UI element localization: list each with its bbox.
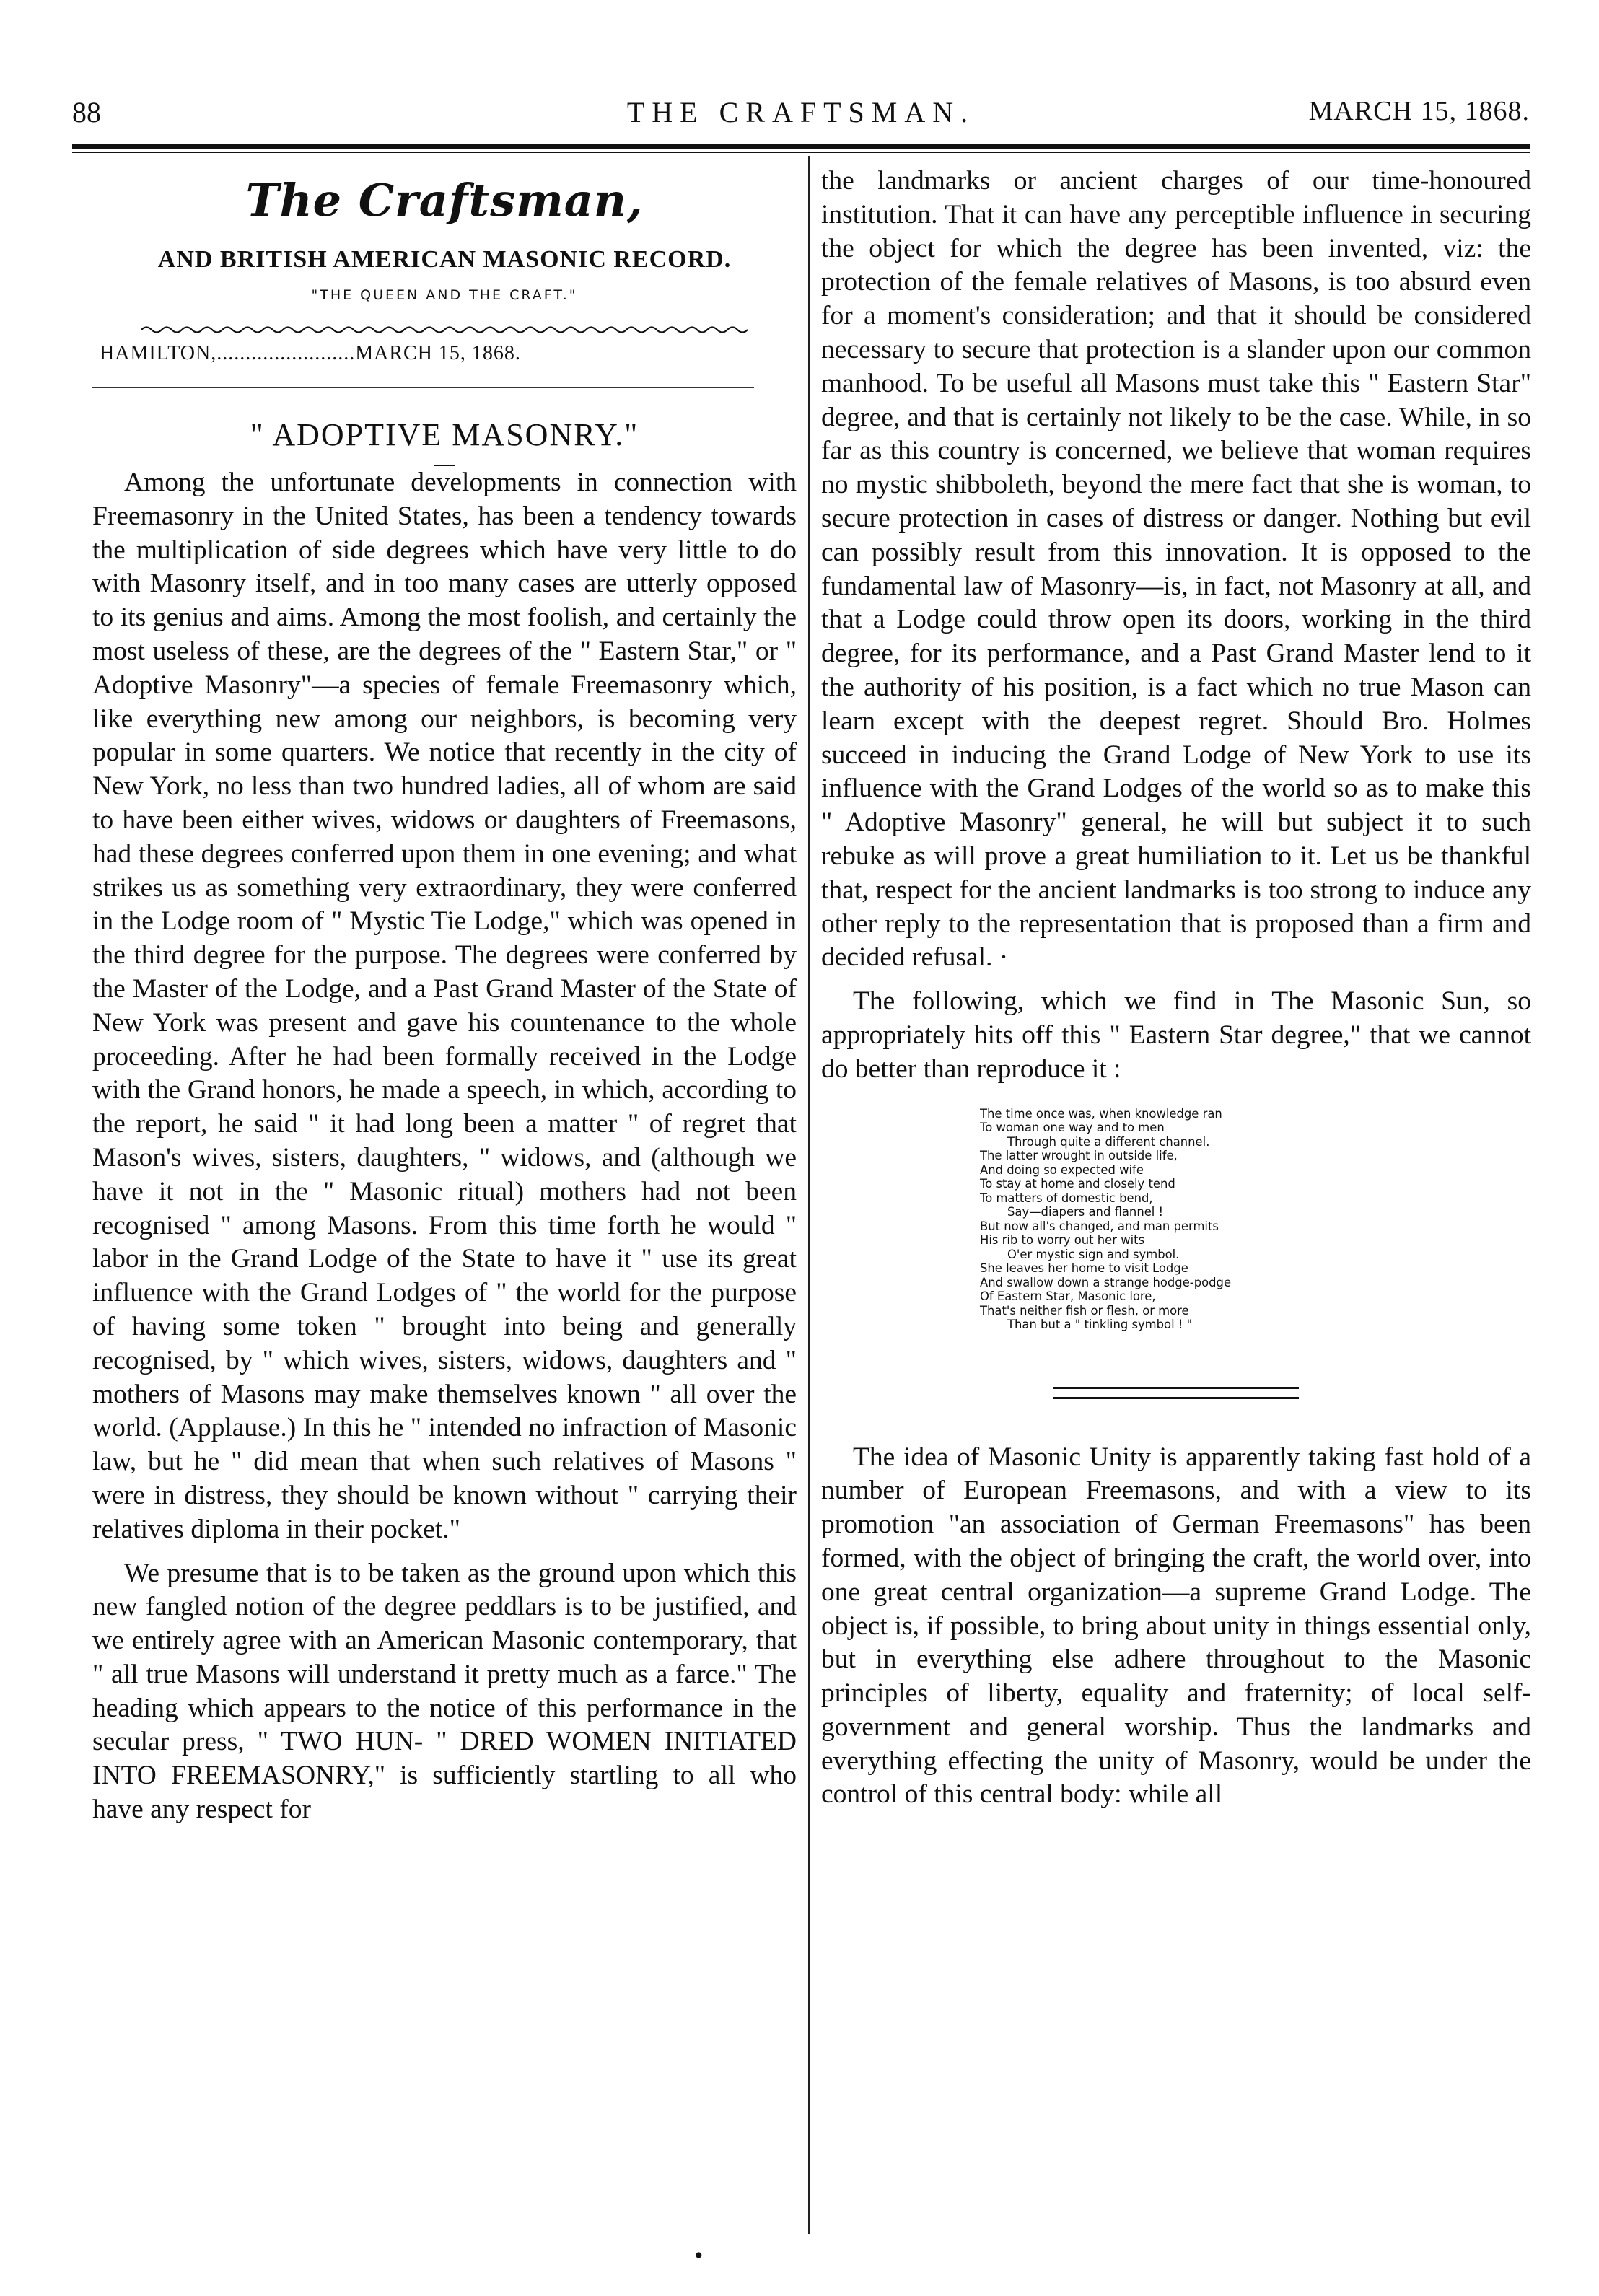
poem-line: His rib to worry out her wits xyxy=(980,1233,1145,1248)
poem xyxy=(980,1107,1531,1332)
poem-line: O'er mystic sign and symbol. xyxy=(1007,1247,1180,1261)
column-divider xyxy=(808,156,810,2234)
running-head xyxy=(72,95,1530,139)
header-rule-thin xyxy=(72,152,1530,153)
poem-line: To stay at home and closely tend xyxy=(980,1177,1175,1191)
poem-line: The latter wrought in outside life, xyxy=(980,1149,1178,1163)
wavy-rule xyxy=(141,325,748,335)
page-number: 88 xyxy=(72,96,101,128)
poem-line: Through quite a different channel. xyxy=(1007,1134,1210,1149)
publication-title: THE CRAFTSMAN. xyxy=(626,96,976,128)
poem-line: But now all's changed, and man permits xyxy=(980,1219,1219,1233)
section-separator xyxy=(1053,1387,1299,1399)
poem-line: To woman one way and to men xyxy=(980,1121,1165,1135)
poem-line: And swallow down a strange hodge-podge xyxy=(980,1275,1232,1289)
left-column xyxy=(92,166,797,1827)
article-paragraph-4: The following, which we find in The Masonic Sun, so appropriately hits off this " Eastern Star degree," that we cannot do better than reproduce it : xyxy=(821,986,1531,1084)
poem-line: To matters of domestic bend, xyxy=(980,1191,1153,1205)
article-paragraph-2: We presume that is to be taken as the ground upon which this new fangled notion of the degree peddlars is to be justified, and we entirely agree with an American Masonic contemporary, that " all true Masons will understand it pretty much as a farce." The heading which appears to the notice of this performance in the secular press, " TWO HUN- " DRED WOMEN INITIATED INTO FREEMASONRY," is sufficiently startling to all who have any respect for xyxy=(92,1558,797,1825)
poem-line: That's neither fish or flesh, or more xyxy=(980,1303,1189,1318)
right-column xyxy=(821,165,1531,1812)
poem-line: Of Eastern Star, Masonic lore, xyxy=(980,1289,1156,1304)
dateline: HAMILTON,........................MARCH 15, 1868. xyxy=(100,342,521,364)
poem-line: She leaves her home to visit Lodge xyxy=(980,1261,1188,1276)
footer-mark: • xyxy=(693,2244,705,2268)
poem-line: The time once was, when knowledge ran xyxy=(980,1106,1222,1121)
dateline-rule xyxy=(92,387,754,388)
poem-line: Than but a " tinkling symbol ! " xyxy=(1007,1318,1193,1332)
article2-paragraph: The idea of Masonic Unity is apparently taking fast hold of a number of European Freemasons, and with a view to its promotion "an association of German Freemasons" has been formed, with the object of bringing the craft, the world over, into one great central organization—a supreme Grand Lodge. The object is, if possible, to bring about unity in things essential only, but in everything else adhere throughout to the Masonic principles of liberty, equality and fraternity; of local self-government and general worship. Thus the landmarks and everything effecting the unity of Masonry, would be under the control of this central body: while all xyxy=(821,1442,1531,1810)
masthead-title: The Craftsman, xyxy=(245,174,644,227)
header-rule-thick xyxy=(72,144,1530,149)
article-title: " ADOPTIVE MASONRY." xyxy=(250,417,639,452)
poem-line: And doing so expected wife xyxy=(980,1162,1144,1177)
article-paragraph-1: Among the unfortunate developments in connection with Freemasonry in the United States, has been a tendency towards the multiplication of side degrees which have very little to do with Masonry itself, and in too many cases are utterly opposed to its genius and aims. Among the most foolish, and certainly the most useless of these, are the degrees of the " Eastern Star," or " Adoptive Masonry"—a species of female Freemasonry which, like everything new among our neighbors, is becoming very popular in some quarters. We notice that recently in the city of New York, no less than two hundred ladies, all of whom are said to have been either wives, widows or daughters of Freemasons, had these degrees conferred upon them in one evening; and what strikes us as something very extraordinary, they were conferred in the Lodge room of " Mystic Tie Lodge," which was opened in the third degree for the purpose. The degrees were conferred by the Master of the Lodge, and a Past Grand Master of the State of New York was present and gave his countenance to the whole proceeding. After he had been formally received in the Lodge with the Grand honors, he made a speech, in which, according to the report, he said " it had long been a matter " of regret that Mason's wives, sisters, daughters, " widows, and (although we have it not in the " Masonic ritual) mothers had not been recognised " among Masons. From this time forth he would " labor in the Grand Lodge of the State to have it " use its great influence with the Grand Lodges of " the world for the purpose of having some token " brought into being and generally recognised, by " which wives, sisters, widows, daughters and " mothers of Masons may make themselves known " all over the world. (Applause.) In this he " intended no infraction of Masonic law, but he " did mean that when such relatives of Masons " were in distress, they should be known without " carrying their relatives diploma in their pocket." xyxy=(92,468,797,1544)
masthead-motto: "THE QUEEN AND THE CRAFT." xyxy=(311,287,578,303)
issue-date: MARCH 15, 1868. xyxy=(1308,96,1530,126)
article-paragraph-3: the landmarks or ancient charges of our time-honoured institution. That it can have any perceptible influence in securing the object for which the degree has been invented, viz: the protection of the female relatives of Masons, is too absurd even for a moment's consideration; and that it should be considered necessary to secure that protection is a slander upon our common manhood. To be useful all Masons must take this " Eastern Star" degree, and that is certainly not likely to be the case. While, in so far as this country is concerned, we believe that woman requires no mystic shibboleth, beyond the mere fact that she is woman, to secure protection in cases of distress or danger. Nothing but evil can possibly result from this innovation. It is opposed to the fundamental law of Masonry—is, in fact, not Masonry at all, and that a Lodge could throw open its doors, working in the third degree, for its performance, and a Past Grand Master lend to it the authority of his position, is a fact which no true Mason can learn except with the deepest regret. Should Bro. Holmes succeed in inducing the Grand Lodge of New York to use its influence with the Grand Lodges of the world so as to make this " Adoptive Masonry" general, he will but subject it to such rebuke as will prove a great humiliation to it. Let us be thankful that, respect for the ancient landmarks is too strong to induce any other reply to the representation that is proposed than a firm and decided refusal. · xyxy=(821,166,1531,973)
masthead-subtitle: AND BRITISH AMERICAN MASONIC RECORD. xyxy=(157,246,732,273)
poem-line: Say—diapers and flannel ! xyxy=(1007,1205,1164,1219)
